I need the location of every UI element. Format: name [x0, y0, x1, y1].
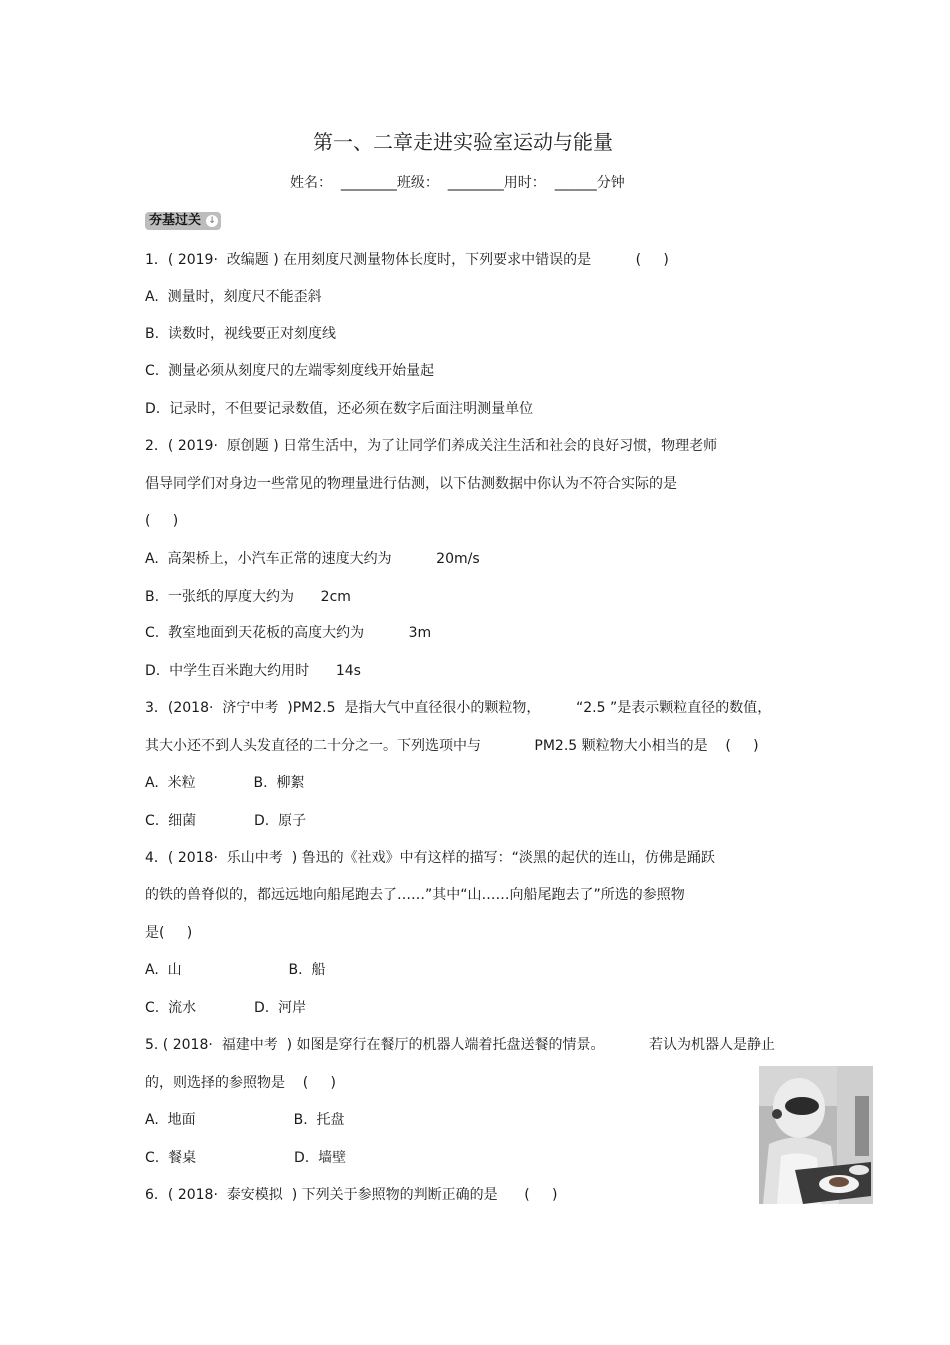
question-text: 的，则选择的参照物是 ( )	[145, 1075, 336, 1091]
down-arrow-icon: ↓	[206, 215, 218, 227]
question-text: 的铁的兽脊似的，都远远地向船尾跑去了……”其中“山……向船尾跑去了”所选的参照物	[145, 887, 685, 903]
option-line: C. 细菌 D. 原子	[145, 813, 307, 829]
option-line: C. 餐桌 D. 墙壁	[145, 1150, 347, 1166]
question-6: 6．( 2018· 泰安模拟 ) 下列关于参照物的判断正确的是 ( )	[145, 1187, 558, 1203]
option-line: D. 中学生百米跑大约用时 14s	[145, 663, 361, 679]
option-line: A. 测量时，刻度尺不能歪斜	[145, 289, 322, 305]
page-title: 第一、二章走进实验室运动与能量	[313, 130, 613, 154]
section-badge-label: 夯基过关	[149, 213, 202, 228]
option-line: B. 一张纸的厚度大约为 2cm	[145, 589, 351, 605]
option-line: C. 测量必须从刻度尺的左端零刻度线开始量起	[145, 363, 435, 379]
question-1: 1．( 2019· 改编题 ) 在用刻度尺测量物体长度时，下列要求中错误的是 ( )	[145, 252, 669, 268]
option-line: A. 高架桥上，小汽车正常的速度大约为 20m/s	[145, 551, 480, 567]
question-text: 其大小还不到人头发直径的二十分之一。下列选项中与 PM2.5 颗粒物大小相当的是 ( )	[145, 738, 759, 754]
option-line: D. 记录时，不但要记录数值，还必须在数字后面注明测量单位	[145, 401, 534, 417]
robot-waiter-image	[759, 1066, 873, 1204]
option-line: A. 山 B. 船	[145, 962, 326, 978]
question-3: 3．(2018· 济宁中考 )PM2.5 是指大气中直径很小的颗粒物， “2.5 ”是表示颗粒直径的数值，	[145, 700, 772, 716]
option-line: C. 流水 D. 河岸	[145, 1000, 307, 1016]
question-5: 5. ( 2018· 福建中考 ) 如图是穿行在餐厅的机器人端着托盘送餐的情景。 若认为机器人是静止	[145, 1037, 776, 1053]
student-info-line: 姓名： ________班级： ________用时： ______分钟	[290, 175, 625, 191]
question-2: 2．( 2019· 原创题 ) 日常生活中，为了让同学们养成关注生活和社会的良好习惯，物理老师	[145, 438, 718, 454]
section-badge	[145, 212, 221, 230]
option-line: A. 米粒 B. 柳絮	[145, 775, 305, 791]
question-4: 4．( 2018· 乐山中考 ) 鲁迅的《社戏》中有这样的描写：“淡黑的起伏的连山，仿佛是踊跃	[145, 850, 715, 866]
question-text: 是( )	[145, 925, 193, 941]
option-line: A. 地面 B. 托盘	[145, 1112, 345, 1128]
option-line: C. 教室地面到天花板的高度大约为 3m	[145, 625, 432, 641]
question-text: 倡导同学们对身边一些常见的物理量进行估测，以下估测数据中你认为不符合实际的是	[145, 476, 677, 492]
option-line: B. 读数时，视线要正对刻度线	[145, 326, 336, 342]
answer-bracket: ( )	[145, 513, 179, 529]
